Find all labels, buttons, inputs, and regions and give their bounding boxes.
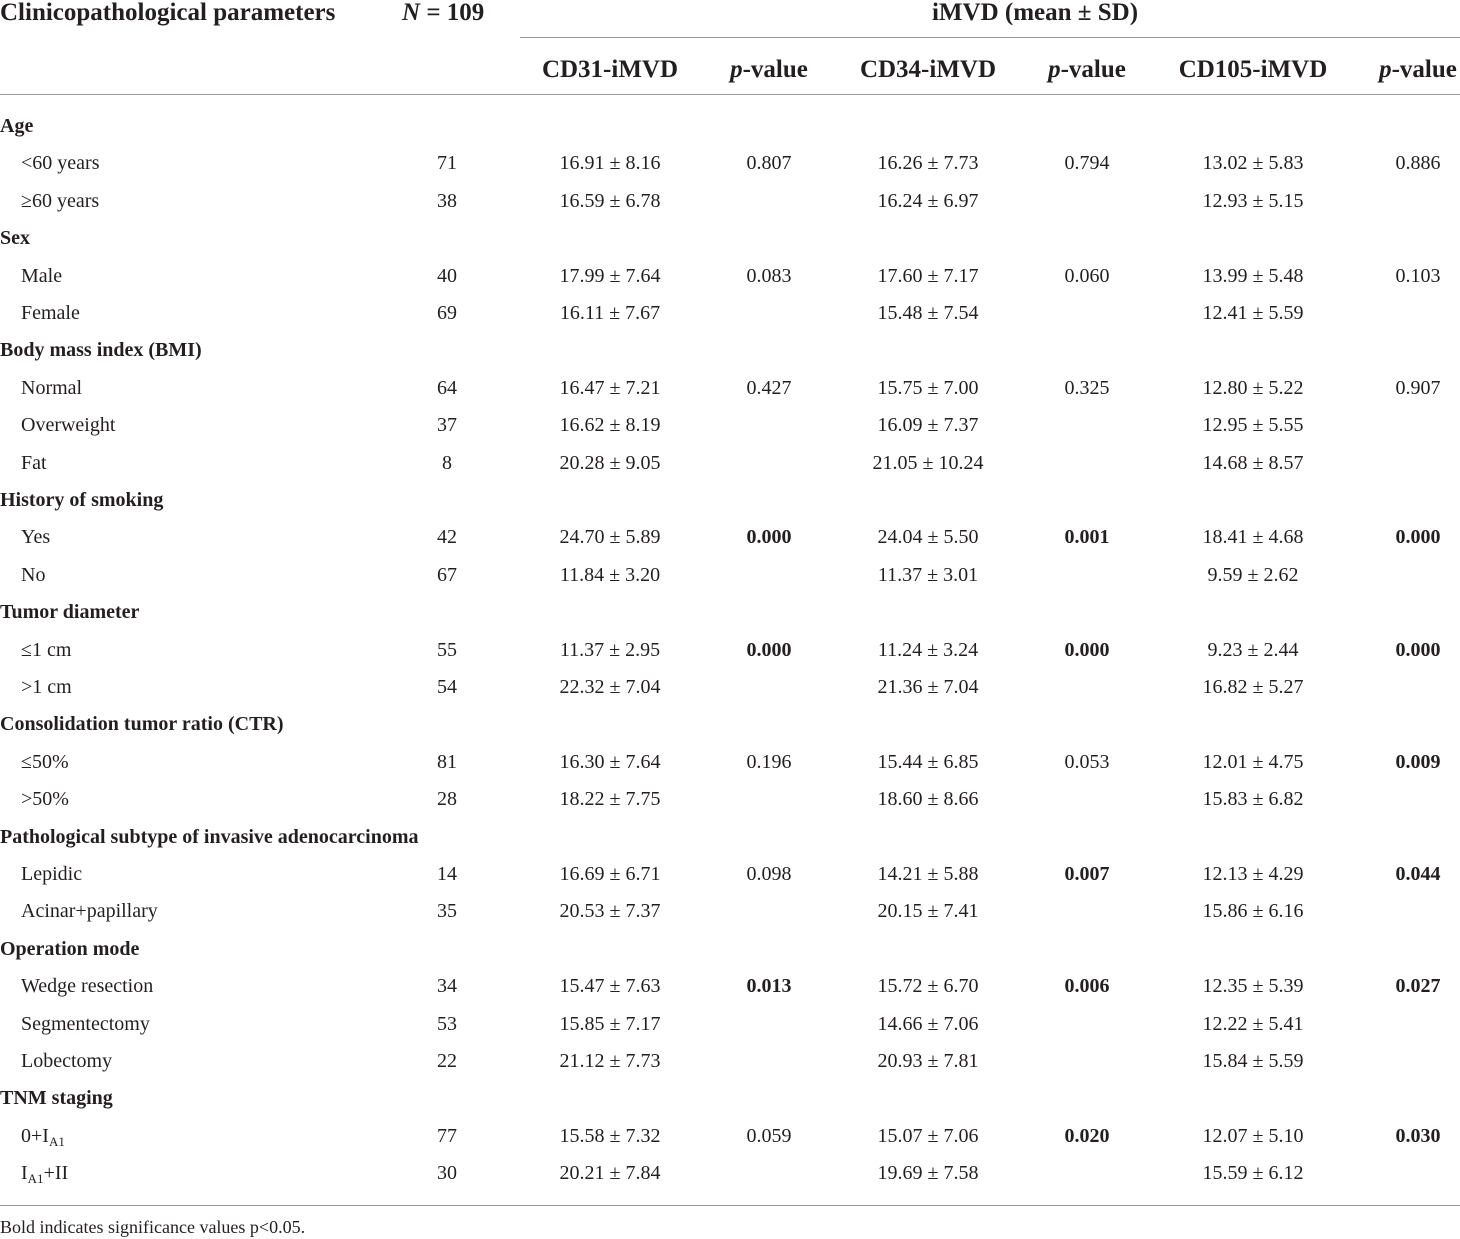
cell-cd31: 16.62 ± 8.19 [559, 414, 661, 437]
cell-cd34: 15.07 ± 7.06 [877, 1124, 979, 1147]
cell-p34: 0.006 [1064, 975, 1110, 998]
cell-cd105: 9.59 ± 2.62 [1207, 563, 1299, 586]
row-label: Fat [21, 451, 47, 474]
section-heading: History of smoking [0, 489, 164, 511]
cell-cd34: 16.24 ± 6.97 [877, 189, 979, 212]
section-heading: Consolidation tumor ratio (CTR) [0, 713, 284, 736]
cell-n: 22 [437, 1050, 457, 1072]
cell-p31: 0.083 [746, 264, 792, 287]
cell-p31: 0.807 [746, 152, 792, 175]
cell-p105: 0.886 [1395, 152, 1441, 175]
footnote: Bold indicates significance values p<0.05. [0, 1217, 306, 1237]
cell-n: 8 [442, 451, 452, 474]
cell-cd34: 21.05 ± 10.24 [872, 451, 984, 474]
cell-n: 40 [437, 264, 457, 287]
cell-n: 34 [437, 975, 457, 998]
group-underline [520, 37, 1460, 38]
cell-p34: 0.007 [1064, 863, 1110, 885]
header-p105: p-value [1379, 56, 1457, 83]
header-imvd-group: iMVD (mean ± SD) [931, 0, 1139, 26]
header-rule [0, 94, 1460, 95]
row-label: ≤1 cm [21, 638, 72, 661]
cell-cd105: 15.59 ± 6.12 [1202, 1162, 1304, 1185]
cell-cd105: 18.41 ± 4.68 [1202, 526, 1304, 549]
header-p31: p-value [730, 56, 808, 83]
cell-cd31: 16.69 ± 6.71 [559, 863, 661, 885]
cell-cd105: 15.84 ± 5.59 [1202, 1050, 1304, 1072]
cell-cd34: 15.72 ± 6.70 [877, 975, 979, 998]
cell-cd34: 14.66 ± 7.06 [877, 1012, 979, 1035]
cell-n: 77 [437, 1124, 457, 1147]
cell-n: 55 [437, 638, 457, 661]
cell-cd34: 17.60 ± 7.17 [877, 264, 979, 287]
cell-cd31: 11.37 ± 2.95 [559, 638, 661, 661]
cell-p34: 0.060 [1064, 264, 1110, 287]
cell-n: 71 [437, 152, 457, 175]
section-heading: Age [0, 115, 34, 137]
cell-cd31: 16.11 ± 7.67 [559, 302, 661, 324]
header-n: N = 109 [402, 0, 485, 26]
header-cd34: CD34-iMVD [859, 56, 997, 83]
cell-cd31: 20.21 ± 7.84 [559, 1162, 661, 1185]
cell-cd105: 12.01 ± 4.75 [1202, 750, 1304, 773]
bottom-rule [0, 1205, 1460, 1206]
cell-cd31: 22.32 ± 7.04 [559, 676, 661, 698]
row-label: Normal [21, 376, 83, 399]
cell-p34: 0.794 [1064, 152, 1110, 175]
cell-n: 42 [437, 526, 457, 549]
header-cd105: CD105-iMVD [1178, 56, 1328, 83]
row-label: No [21, 563, 46, 586]
cell-cd105: 13.99 ± 5.48 [1202, 264, 1304, 287]
cell-cd34: 16.09 ± 7.37 [877, 414, 979, 437]
cell-cd31: 24.70 ± 5.89 [559, 526, 661, 549]
cell-p31: 0.000 [746, 526, 792, 549]
cell-cd105: 16.82 ± 5.27 [1202, 676, 1304, 698]
row-label: Segmentectomy [21, 1012, 150, 1035]
cell-n: 37 [437, 414, 457, 437]
section-heading: Operation mode [0, 937, 140, 960]
cell-p34: 0.001 [1064, 526, 1110, 549]
cell-n: 38 [437, 189, 457, 212]
cell-cd31: 18.22 ± 7.75 [559, 788, 661, 811]
cell-p105: 0.000 [1395, 526, 1441, 549]
cell-cd31: 15.85 ± 7.17 [559, 1012, 661, 1035]
cell-cd105: 12.95 ± 5.55 [1202, 414, 1304, 437]
cell-p105: 0.030 [1395, 1124, 1441, 1147]
cell-cd34: 14.21 ± 5.88 [877, 863, 979, 885]
cell-cd34: 16.26 ± 7.73 [877, 152, 979, 175]
cell-p31: 0.059 [746, 1124, 792, 1147]
section-heading: Pathological subtype of invasive adenocarcinoma [0, 825, 419, 848]
cell-cd105: 15.83 ± 6.82 [1202, 788, 1304, 811]
row-label: >50% [21, 788, 69, 811]
cell-cd31: 15.58 ± 7.32 [559, 1124, 661, 1147]
cell-cd34: 21.36 ± 7.04 [877, 676, 979, 698]
cell-n: 67 [437, 563, 457, 586]
cell-n: 28 [437, 788, 457, 811]
row-label: >1 cm [21, 676, 72, 698]
cell-cd105: 12.41 ± 5.59 [1202, 302, 1304, 324]
cell-p34: 0.000 [1064, 638, 1110, 661]
row-label: Yes [21, 526, 51, 549]
cell-cd34: 20.93 ± 7.81 [877, 1050, 979, 1072]
cell-cd105: 12.13 ± 4.29 [1202, 863, 1304, 885]
section-heading: TNM staging [0, 1087, 113, 1110]
cell-cd105: 13.02 ± 5.83 [1202, 152, 1304, 175]
row-label: $0+I_{A1}$ [21, 1124, 65, 1149]
cell-cd31: 16.30 ± 7.64 [559, 750, 661, 773]
cell-cd31: 16.47 ± 7.21 [559, 376, 661, 399]
cell-p34: 0.020 [1064, 1124, 1110, 1147]
header-parameters: Clinicopathological parameters [0, 0, 336, 26]
section-heading: Tumor diameter [0, 601, 140, 624]
cell-cd105: 12.80 ± 5.22 [1202, 376, 1304, 399]
cell-cd34: 15.44 ± 6.85 [877, 750, 979, 773]
cell-n: 69 [437, 302, 457, 324]
row-label: <60 years [21, 152, 100, 175]
cell-cd31: 20.53 ± 7.37 [559, 900, 661, 923]
header-p34: p-value [1048, 56, 1126, 83]
cell-p31: 0.013 [746, 975, 792, 998]
cell-n: 14 [437, 863, 457, 885]
cell-p34: 0.325 [1064, 376, 1110, 399]
cell-cd34: 11.37 ± 3.01 [877, 563, 979, 586]
row-label: Female [21, 302, 80, 324]
cell-n: 81 [437, 750, 457, 773]
cell-n: 35 [437, 900, 457, 923]
cell-cd105: 15.86 ± 6.16 [1202, 900, 1304, 923]
cell-cd31: 17.99 ± 7.64 [559, 264, 661, 287]
cell-cd105: 12.22 ± 5.41 [1202, 1012, 1304, 1035]
cell-cd31: 15.47 ± 7.63 [559, 975, 661, 998]
cell-cd34: 24.04 ± 5.50 [877, 526, 979, 549]
cell-cd105: 14.68 ± 8.57 [1202, 451, 1304, 474]
cell-p105: 0.027 [1395, 975, 1441, 998]
cell-n: 54 [437, 676, 457, 698]
cell-cd34: 19.69 ± 7.58 [877, 1162, 979, 1185]
row-label: Male [21, 264, 63, 287]
row-label: Wedge resection [21, 975, 154, 998]
cell-cd34: 15.48 ± 7.54 [877, 302, 979, 324]
cell-cd34: 18.60 ± 8.66 [877, 788, 979, 811]
cell-cd34: 11.24 ± 3.24 [877, 638, 979, 661]
row-label: Lepidic [21, 863, 83, 885]
cell-cd105: 12.93 ± 5.15 [1202, 189, 1304, 212]
cell-p105: 0.044 [1395, 863, 1441, 885]
row-label: $I_{A1}+II$ [21, 1162, 69, 1187]
row-label: Acinar+papillary [21, 900, 158, 923]
cell-p105: 0.000 [1395, 638, 1441, 661]
cell-cd105: 12.07 ± 5.10 [1202, 1124, 1304, 1147]
cell-n: 53 [437, 1012, 457, 1035]
cell-cd31: 21.12 ± 7.73 [559, 1050, 661, 1072]
cell-cd31: 20.28 ± 9.05 [559, 451, 661, 474]
cell-p31: 0.000 [746, 638, 792, 661]
cell-p105: 0.907 [1395, 376, 1441, 399]
cell-p31: 0.427 [746, 376, 792, 399]
cell-p34: 0.053 [1064, 750, 1110, 773]
row-label: ≥60 years [21, 189, 100, 212]
cell-cd31: 11.84 ± 3.20 [559, 563, 661, 586]
cell-n: 64 [437, 376, 457, 399]
cell-cd31: 16.59 ± 6.78 [559, 189, 661, 212]
cell-p105: 0.009 [1395, 750, 1441, 773]
cell-p31: 0.098 [746, 863, 792, 885]
cell-cd105: 12.35 ± 5.39 [1202, 975, 1304, 998]
row-label: ≤50% [21, 750, 69, 773]
cell-p105: 0.103 [1395, 264, 1441, 287]
row-label: Overweight [21, 414, 116, 437]
cell-p31: 0.196 [746, 750, 792, 773]
section-heading: Body mass index (BMI) [0, 339, 202, 362]
header-cd31: CD31-iMVD [541, 56, 679, 83]
cell-n: 30 [437, 1162, 457, 1185]
cell-cd31: 16.91 ± 8.16 [559, 152, 661, 175]
cell-cd34: 15.75 ± 7.00 [877, 376, 979, 399]
cell-cd34: 20.15 ± 7.41 [877, 900, 979, 923]
cell-cd105: 9.23 ± 2.44 [1207, 638, 1299, 661]
row-label: Lobectomy [21, 1050, 113, 1072]
section-heading: Sex [0, 227, 30, 250]
